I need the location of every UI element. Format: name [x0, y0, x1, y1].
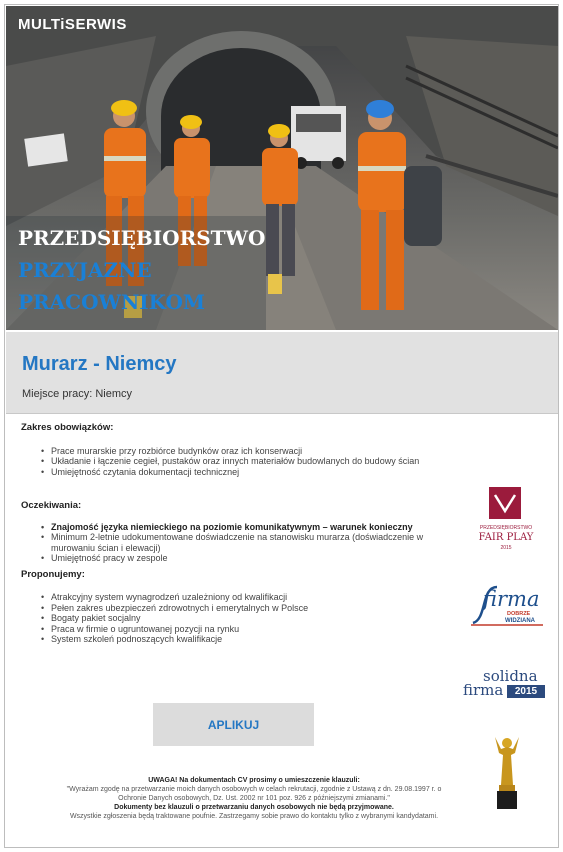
- slogan-line-1: PRZEDSIĘBIORSTWO: [18, 226, 266, 250]
- firma-text: firma: [483, 587, 540, 611]
- list-item: • Praca w firmie o ugruntowanej pozycji na rynku: [41, 624, 441, 635]
- fair-play-year: 2015: [500, 545, 512, 551]
- offer-heading: Proponujemy:: [21, 568, 85, 580]
- solidna-firma-badge: [461, 667, 551, 705]
- solidna-top-text: solidna: [483, 667, 538, 685]
- solidna-year: 2015: [507, 685, 545, 698]
- hero-banner: [6, 6, 558, 330]
- apply-button[interactable]: APLIKUJ: [153, 703, 314, 746]
- fair-play-badge: [471, 487, 541, 557]
- offer-list: [21, 592, 441, 645]
- list-item: • System szkoleń podnoszących kwalifikacje: [41, 634, 441, 645]
- expectations-heading: Oczekiwania:: [21, 500, 82, 511]
- legal-footer: [19, 776, 489, 821]
- list-item: • Umiejętność czytania dokumentacji technicznej: [41, 467, 441, 478]
- solidna-bottom-text: firma: [463, 681, 504, 699]
- duties-list: [21, 446, 441, 478]
- footer-consent-1: "Wyrażam zgodę na przetwarzanie moich danych osobowych w celach rekrutacji, zgodnie z Ustawą z dn. 29.08.1997 r. o: [66, 786, 442, 793]
- footer-warning: UWAGA! Na dokumentach CV prosimy o umieszczenie klauzuli:: [148, 777, 360, 784]
- firma-sub-2: WIDZIANA: [505, 618, 535, 624]
- list-item: • Znajomość języka niemieckiego na poziomie komunikatywnym – warunek konieczny: [41, 522, 441, 533]
- hero-slogan: [18, 222, 265, 318]
- job-title: Murarz - Niemcy: [22, 353, 177, 375]
- list-item: • Umiejętność pracy w zespole: [41, 553, 441, 564]
- job-offer-card: [4, 4, 559, 848]
- footer-consent-2: Ochronie Danych osobowych, Dz. Ust. 2002 nr 101 poz. 926 z późniejszymi zmianami.": [118, 795, 390, 802]
- footer-confidential: Wszystkie zgłoszenia będą traktowane poufnie. Zastrzegamy sobie prawo do kontaktu tylko z wybranymi kandydatami.: [69, 813, 439, 820]
- footer-notice: Dokumenty bez klauzuli o przetwarzaniu danych osobowych nie będą przyjmowane.: [114, 804, 394, 811]
- trophy-award: [489, 733, 525, 813]
- job-description: [21, 423, 441, 645]
- trophy-icon: [489, 733, 525, 813]
- list-item: • Pełen zakres ubezpieczeń zdrowotnych i emerytalnych w Polsce: [41, 603, 441, 614]
- list-item: • Atrakcyjny system wynagrodzeń uzależniony od kwalifikacji: [41, 592, 441, 603]
- firma-dobrze-widziana-badge: [467, 579, 547, 629]
- slogan-line-3: PRACOWNIKOM: [18, 290, 206, 314]
- company-logo: MULTiSERWIS: [18, 16, 127, 33]
- list-item: • Układanie i łączenie cegieł, pustaków oraz innych materiałów budowlanych do budowy ścian: [41, 456, 441, 467]
- list-item: • Minimum 2-letnie udokumentowane doświadczenie na stanowisku murarza (doświadczenie w murowaniu ścian i elewacji): [41, 532, 441, 553]
- list-item: • Prace murarskie przy rozbiórce budynków oraz ich konserwacji: [41, 446, 441, 457]
- expectations-list: [21, 522, 441, 564]
- firma-sub-1: DOBRZE: [507, 611, 531, 617]
- duties-heading: Zakres obowiązków:: [21, 422, 114, 433]
- fair-play-top-text: PRZEDSIĘBIORSTWO: [479, 525, 533, 531]
- job-header: [6, 332, 558, 414]
- list-item: • Bogaty pakiet socjalny: [41, 613, 441, 624]
- job-location: Miejsce pracy: Niemcy: [22, 388, 133, 400]
- slogan-line-2: PRZYJAZNE: [18, 258, 152, 282]
- fair-play-main-text: FAIR PLAY: [478, 532, 534, 543]
